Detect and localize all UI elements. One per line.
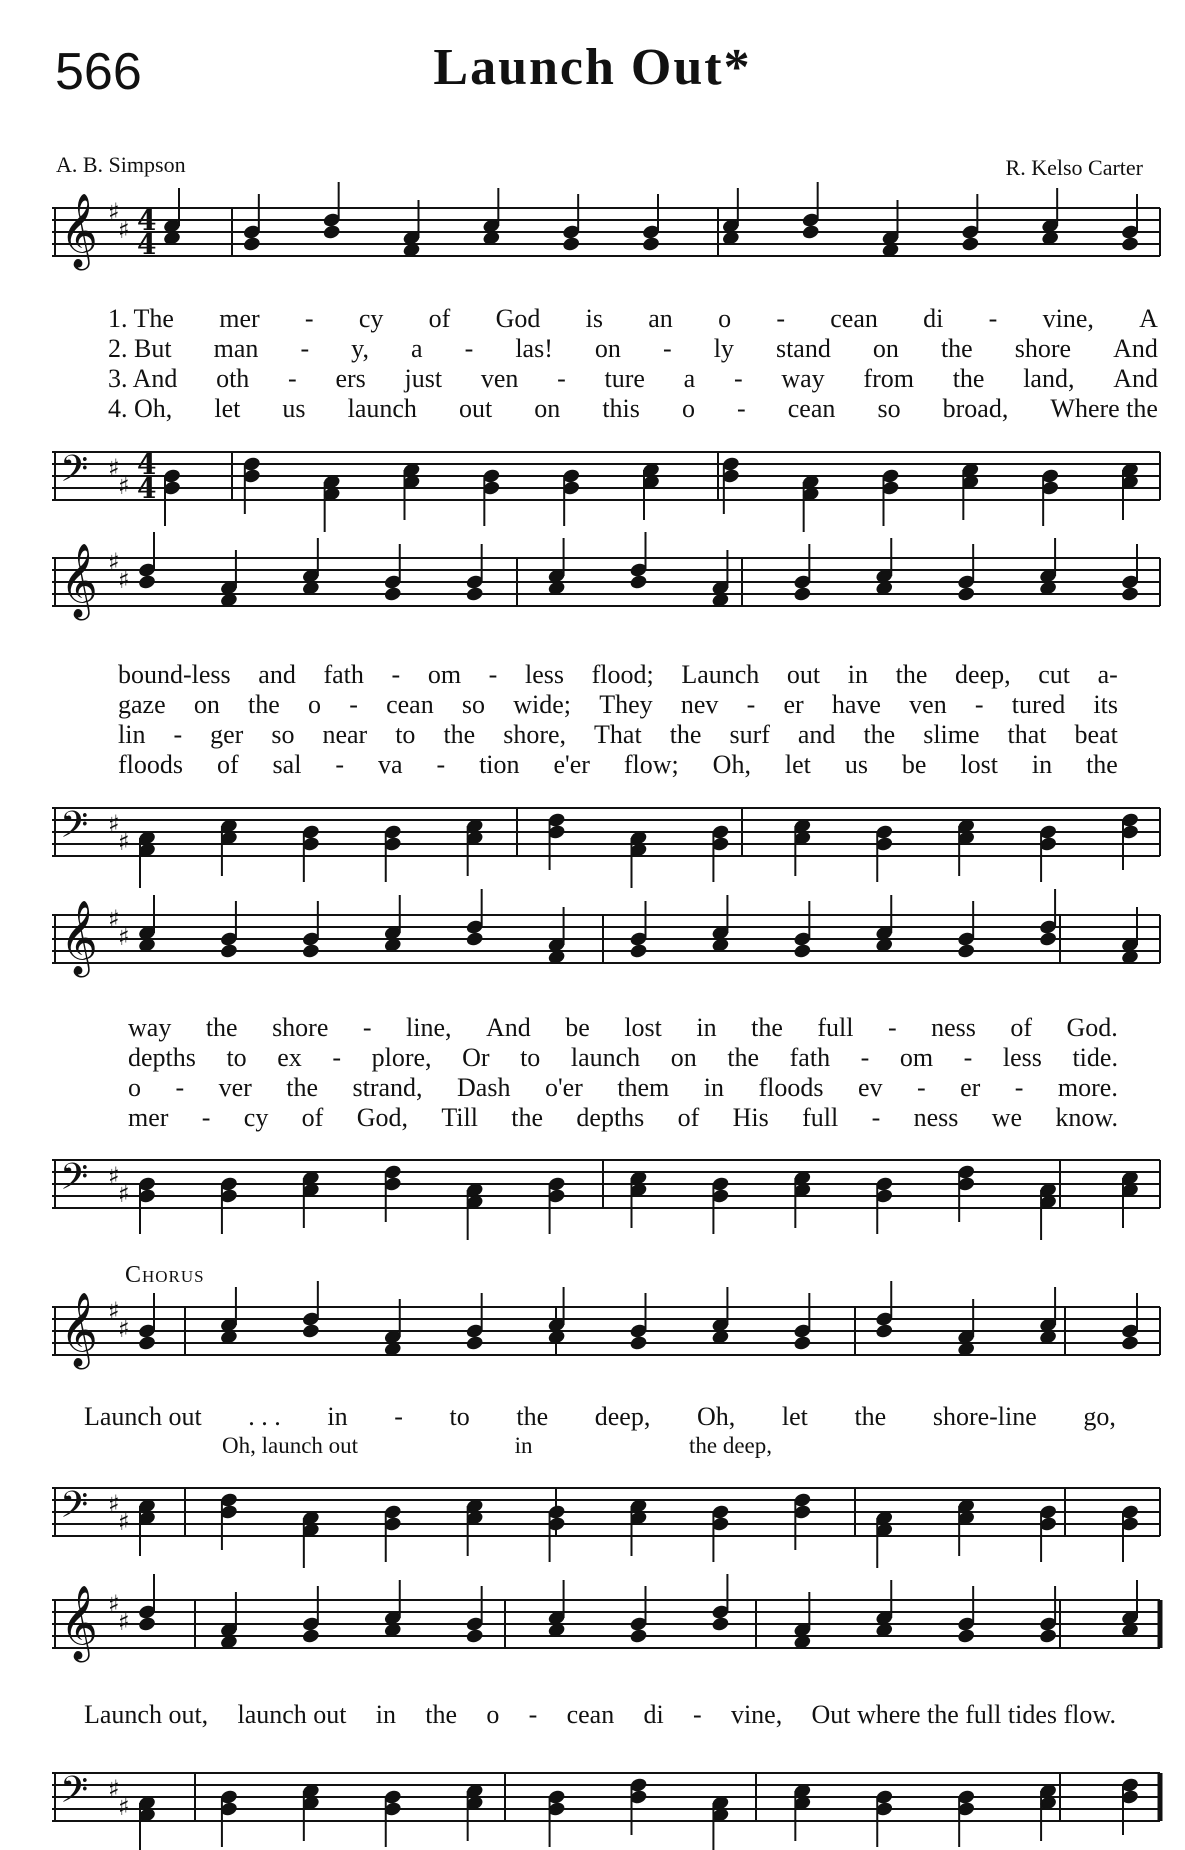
lyric-syllable: fath [789,1043,831,1072]
sharp-icon: ♯ [108,1490,120,1518]
lyric-syllable: er [783,690,804,719]
lyric-syllable: of [216,750,239,779]
lyric-syllable: Dash [457,1073,511,1102]
lyric-syllable: ture [604,364,645,393]
lyric-syllable: - [300,334,310,363]
lyric-syllable: them [617,1073,670,1102]
lyric-syllable: - [733,364,743,393]
lyric-syllable: deep, [594,1402,651,1431]
lyric-line-s3-v4 [128,1103,1118,1133]
note-head [137,1335,156,1352]
lyric-syllable: in [696,1013,717,1042]
lyric-syllable: the deep, [688,1433,772,1458]
lyric-syllable: of [1010,1013,1033,1042]
lyric-syllable: cy [358,304,384,333]
lyric-syllable: floods [758,1073,824,1102]
lyric-syllable: His [732,1103,769,1132]
lyric-syllable: Launch out, [84,1700,209,1729]
lyric-syllable: less [524,660,564,689]
note-head [242,236,261,253]
lyric-syllable: cean [787,394,836,423]
lyric-syllable: Launch [681,660,760,689]
lyric-syllable: . . . [248,1402,281,1431]
lyric-syllable: shore, [503,720,567,749]
lyric-syllable: sal [272,750,302,779]
lyric-syllable: of [301,1103,324,1132]
lyric-syllable: A [1139,304,1158,333]
note-head [711,1616,730,1633]
lyric-syllable: o [681,394,695,423]
lyric-syllable: so [877,394,901,423]
lyric-syllable: om [899,1043,934,1072]
lyric-syllable: Out where the full tides flow. [811,1700,1116,1729]
note-head [957,1628,976,1645]
lyric-line-s1-v2 [108,334,1158,364]
time-signature: 4 [137,472,157,505]
lyric-syllable: the [425,1700,458,1729]
lyric-syllable: from [863,364,914,393]
lyric-syllable: tured [1011,690,1066,719]
lyric-syllable: cean [566,1700,615,1729]
lyric-syllable: ness [913,1103,959,1132]
lyric-syllable: so [461,690,486,719]
lyric-syllable: oth [216,364,250,393]
lyric-syllable: have [831,690,881,719]
sharp-icon: ♯ [118,216,130,244]
lyric-syllable: - [1014,1073,1024,1102]
lyric-syllable: er [960,1073,981,1102]
lyric-syllable: shore-line [932,1402,1037,1431]
lyric-syllable: out [458,394,493,423]
lyric-syllable: tion [479,750,520,779]
lyric-syllable: in [327,1402,348,1431]
lyric-syllable: lin [118,720,146,749]
lyric-syllable: launch [570,1043,641,1072]
lyric-syllable: launch out [237,1700,347,1729]
lyric-syllable: is [585,304,603,333]
lyric-syllable: the [205,1013,238,1042]
lyric-syllable: ven [909,690,947,719]
lyric-syllable: its [1093,690,1118,719]
lyric-syllable: let [781,1402,808,1431]
sharp-icon: ♯ [108,454,120,482]
lyric-syllable: - [349,690,358,719]
sharp-icon: ♯ [108,1775,120,1803]
note-head [1039,1628,1058,1645]
sharp-icon: ♯ [108,1590,120,1618]
chorus-label: Chorus [125,1262,205,1288]
lyric-syllable: 1. The [108,304,174,333]
lyric-syllable: ger [210,720,244,749]
lyric-syllable: - [693,1700,702,1729]
lyric-syllable: slime [923,720,980,749]
lyric-line-s2-v4 [118,750,1118,780]
lyric-syllable: the [854,1402,887,1431]
lyric-line-s3-v2 [128,1043,1118,1073]
lyric-syllable: - [860,1043,870,1072]
lyric-syllable: o [128,1073,141,1102]
lyric-syllable: ver [218,1073,252,1102]
lyric-syllable: - [488,660,498,689]
lyric-syllable: - [887,1013,897,1042]
lyric-syllable: ex [277,1043,302,1072]
lyric-syllable: cy [243,1103,269,1132]
lyric-syllable: the [516,1402,549,1431]
lyric-syllable: di [923,304,944,333]
lyric-syllable: the [248,690,280,719]
note-head [793,943,812,960]
lyric-syllable: om [427,660,462,689]
lyric-syllable: on [872,334,899,363]
sharp-icon: ♯ [118,566,130,594]
lyric-syllable: launch [347,394,417,423]
sharp-icon: ♯ [108,1297,120,1325]
lyric-line-s3-v1 [128,1013,1118,1043]
lyric-syllable: y, [351,334,369,363]
note-head [1120,586,1139,603]
note-head [301,943,320,960]
lyric-syllable: on [670,1043,697,1072]
lyric-line-s1-v4 [108,394,1158,424]
sharp-icon: ♯ [118,472,130,500]
lyric-syllable: And [1113,334,1158,363]
lyric-syllable: lost [624,1013,662,1042]
lyric-line-chorus-echo [222,1433,772,1459]
lyric-syllable: know. [1055,1103,1118,1132]
time-signature: 4 [137,228,157,261]
bass-clef-icon: 𝄢 [60,1156,89,1207]
lyric-syllable: the [286,1073,319,1102]
note-head [465,931,484,948]
lyric-syllable: ers [335,364,366,393]
lyric-syllable: in [375,1700,397,1729]
lyric-syllable: beat [1074,720,1118,749]
lyric-syllable: o [308,690,321,719]
lyric-syllable: strand, [352,1073,423,1102]
lyric-syllable: of [428,304,451,333]
lyric-syllable: - [201,1103,211,1132]
note-head [629,1335,648,1352]
lyric-syllable: to [395,720,416,749]
lyric-line-s2-v2 [118,690,1118,720]
lyric-syllable: o'er [544,1073,583,1102]
lyric-syllable: just [404,364,443,393]
lyric-syllable: the [727,1043,760,1072]
lyric-syllable: stand [775,334,831,363]
lyric-syllable: God [495,304,541,333]
note-head [322,224,341,241]
note-head [793,1335,812,1352]
lyric-syllable: the [511,1103,544,1132]
lyric-syllable: an [648,304,673,333]
lyric-syllable: to [520,1043,541,1072]
note-head [961,236,980,253]
hymn-number: 566 [55,43,142,101]
note-head [383,586,402,603]
note-head [957,943,976,960]
lyric-syllable: mer [219,304,260,333]
lyric-syllable: deep, [955,660,1011,689]
note-head [641,236,660,253]
sharp-icon: ♯ [118,1608,130,1636]
lyric-syllable: - [332,1043,342,1072]
lyric-syllable: - [737,394,746,423]
lyric-syllable: in [1031,750,1053,779]
note-head [1039,931,1058,948]
lyric-syllable: Launch out [84,1402,202,1431]
lyric-line-s1-v1 [108,304,1158,334]
lyric-line-s1-v3 [108,364,1158,394]
lyric-syllable: Oh, [712,750,751,779]
lyric-syllable: more. [1057,1073,1118,1102]
lyric-syllable: Oh, [696,1402,736,1431]
note-head [137,1616,156,1633]
clefs [60,194,156,1821]
lyric-syllable: let [214,394,241,423]
lyric-syllable: let [784,750,811,779]
lyric-syllable: - [988,304,998,333]
note-head [629,943,648,960]
lyric-syllable: 3. And [108,364,178,393]
lyric-syllable: the [443,720,476,749]
lyric-syllable: Oh, launch out [222,1433,359,1458]
lyric-syllable: shore [1014,334,1072,363]
lyric-line-chorus-2 [84,1700,1116,1730]
note-head [219,943,238,960]
lyric-syllable: las! [515,334,553,363]
lyric-syllable: the [1086,750,1118,779]
lyric-syllable: be [565,1013,590,1042]
lyric-syllable: - [173,720,183,749]
note-head [562,236,581,253]
sharp-icon: ♯ [108,198,120,226]
lyric-syllable: - [916,1073,926,1102]
lyric-syllable: the [863,720,896,749]
lyric-syllable: full [817,1013,854,1042]
lyric-syllable: the [952,364,985,393]
lyric-syllable: a- [1097,660,1118,689]
lyric-syllable: in [703,1073,724,1102]
lyric-syllable: way [781,364,825,393]
lyric-syllable: nev [680,690,719,719]
sharp-icon: ♯ [108,905,120,933]
lyric-syllable: and [258,660,296,689]
lyric-syllable: line, [406,1013,452,1042]
treble-clef-icon: 𝄞 [60,544,98,618]
lyric-syllable: - [464,334,474,363]
note-head [629,574,648,591]
lyric-syllable: o [718,304,732,333]
lyric-line-s2-v3 [118,720,1118,750]
lyric-syllable: mer [128,1103,169,1132]
lyric-syllable: bound-less [118,660,231,689]
lyric-syllable: cean [386,690,434,719]
bass-clef-icon: 𝄢 [60,1484,89,1535]
lyric-syllable: this [602,394,640,423]
lyric-syllable: lost [960,750,998,779]
lyric-syllable: floods [118,750,183,779]
note-head [465,1628,484,1645]
lyric-syllable: us [844,750,868,779]
time-signature: 4 [137,204,157,237]
lyric-syllable: to [226,1043,247,1072]
note-head [465,586,484,603]
lyric-syllable: go, [1083,1402,1116,1431]
note-head [875,1323,894,1340]
lyric-syllable: cut [1038,660,1071,689]
lyric-syllable: in [847,660,869,689]
lyric-syllable: of [677,1103,700,1132]
treble-clef-icon: 𝄞 [60,1586,98,1660]
lyric-syllable: that [1007,720,1047,749]
lyric-syllable: - [528,1700,538,1729]
lyric-syllable: e'er [553,750,590,779]
composer-credit: R. Kelso Carter [1005,155,1143,180]
sharp-icon: ♯ [118,828,130,856]
lyric-syllable: full [802,1103,839,1132]
lyric-syllable: - [362,1013,372,1042]
lyric-syllable: us [282,394,306,423]
lyric-syllable: near [322,720,368,749]
lyric-syllable: ness [931,1013,976,1042]
lyric-syllable: way [128,1013,172,1042]
lyric-syllable: ev [857,1073,883,1102]
lyric-syllable: - [394,1402,403,1431]
note-head [801,224,820,241]
sharp-icon: ♯ [118,1793,130,1821]
lyric-syllable: - [175,1073,185,1102]
treble-clef-icon: 𝄞 [60,1293,98,1367]
lyric-syllable: flow; [623,750,679,779]
lyric-syllable: They [599,690,653,719]
note-head [1120,1335,1139,1352]
lyric-syllable: ven [480,364,519,393]
lyric-syllable: gaze [118,690,166,719]
lyric-syllable: And [486,1013,531,1042]
lyric-syllable: vine, [1042,304,1094,333]
lyric-syllable: That [594,720,642,749]
note-head [301,1323,320,1340]
lyric-syllable: 2. But [108,334,172,363]
bass-clef-icon: 𝄢 [60,804,89,855]
lyric-syllable: - [746,690,756,719]
note-head [465,1335,484,1352]
lyric-syllable: fath [323,660,364,689]
note-head [137,574,156,591]
sharp-icon: ♯ [108,810,120,838]
lyric-syllable: God. [1066,1013,1118,1042]
lyric-syllable: and [797,720,836,749]
lyric-syllable: - [963,1043,973,1072]
lyric-line-s2-v1 [118,660,1118,690]
lyric-syllable: the [895,660,928,689]
lyric-syllable: man [213,334,259,363]
lyric-syllable: so [271,720,295,749]
lyric-syllable: vine, [730,1700,783,1729]
lyric-syllable: wide; [513,690,571,719]
lyric-syllable: the [669,720,702,749]
lyric-syllable: on [594,334,621,363]
lyric-syllable: - [776,304,785,333]
note-head [629,1628,648,1645]
lyric-syllable: a [411,334,423,363]
treble-clef-icon: 𝄞 [60,901,98,975]
sharp-icon: ♯ [118,1508,130,1536]
sharp-icon: ♯ [108,548,120,576]
lyric-line-s3-v3 [128,1073,1118,1103]
lyric-syllable: surf [729,720,770,749]
lyric-syllable: Till [441,1103,478,1132]
lyric-syllable: tide. [1072,1043,1118,1072]
lyric-syllable: - [662,334,672,363]
lyric-syllable: ly [713,334,734,363]
lyric-syllable: di [643,1700,664,1729]
lyric-syllable: o [486,1700,500,1729]
lyric-syllable: va [377,750,403,779]
lyric-syllable: on [534,394,561,423]
lyric-syllable: flood; [591,660,654,689]
lyric-syllable: in [514,1433,533,1458]
lyric-syllable: Or [462,1043,490,1072]
lyric-syllable: - [335,750,345,779]
lyric-syllable: plore, [371,1043,432,1072]
lyric-syllable: - [974,690,984,719]
lyric-syllable: be [901,750,927,779]
sharp-icon: ♯ [118,1180,130,1208]
author-credit: A. B. Simpson [56,152,186,177]
lyric-syllable: land, [1023,364,1075,393]
lyric-syllable: depths [576,1103,645,1132]
lyric-syllable: broad, [942,394,1009,423]
note-head [793,586,812,603]
time-signature: 4 [137,448,157,481]
lyric-syllable: Where the [1050,394,1158,423]
lyric-syllable: 4. Oh, [108,394,173,423]
lyric-syllable: - [871,1103,881,1132]
lyric-syllable: - [391,660,401,689]
sharp-icon: ♯ [108,1162,120,1190]
note-head [1120,236,1139,253]
lyric-syllable: a [683,364,696,393]
lyric-syllable: depths [128,1043,196,1072]
lyric-syllable: God, [356,1103,408,1132]
sharp-icon: ♯ [118,923,130,951]
lyric-syllable: the [940,334,973,363]
lyric-syllable: - [436,750,446,779]
lyric-syllable: on [193,690,220,719]
note-head [957,586,976,603]
lyric-syllable: the [751,1013,783,1042]
sharp-icon: ♯ [118,1315,130,1343]
lyric-syllable: - [288,364,297,393]
lyric-syllable: to [449,1402,470,1431]
note-head [301,1628,320,1645]
lyric-syllable: And [1113,364,1158,393]
bass-clef-icon: 𝄢 [60,448,89,499]
lyric-syllable: cean [830,304,878,333]
lyric-line-chorus-1 [84,1402,1116,1432]
treble-clef-icon: 𝄞 [60,194,98,268]
bass-clef-icon: 𝄢 [60,1769,89,1820]
lyric-syllable: out [786,660,821,689]
lyric-syllable: less [1002,1043,1042,1072]
lyric-syllable: we [991,1103,1023,1132]
lyric-syllable: - [557,364,566,393]
lyric-syllable: - [304,304,314,333]
hymn-title: Launch Out* [433,39,752,96]
lyric-syllable: shore [272,1013,329,1042]
